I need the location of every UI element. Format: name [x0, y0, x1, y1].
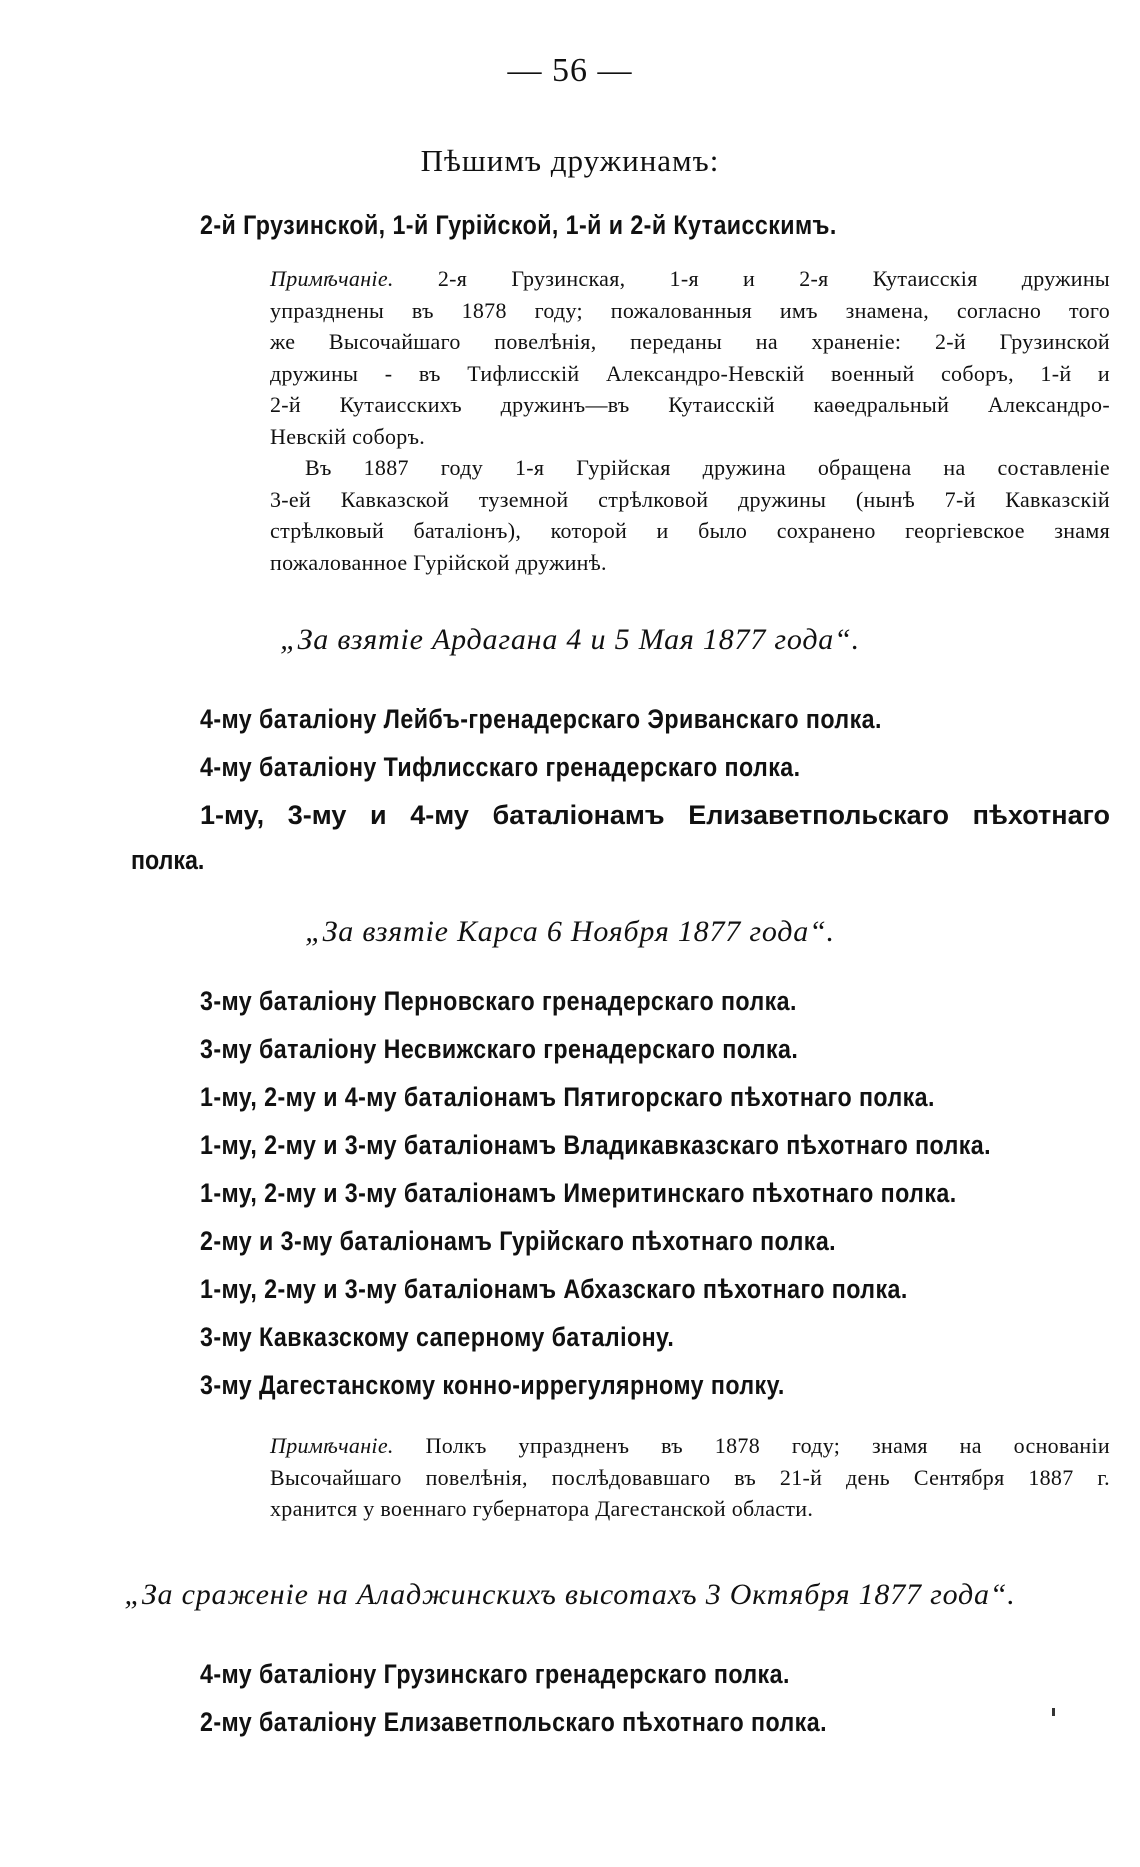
block2-item-2-line2: полка. [131, 845, 205, 875]
block3-note-label: Примѣчаніе. [270, 1433, 394, 1458]
block1-note-line-2: же Высочайшаго повелѣнія, переданы на храненіе: 2-й Грузинской [270, 329, 1110, 354]
block2-item-1: 4-му баталіону Тифлисскаго гренадерскаго полка. [200, 752, 801, 782]
section-title: Пѣшимъ дружинамъ: [420, 143, 720, 178]
block3-item-1: 3-му баталіону Несвижскаго гренадерскаго полка. [200, 1034, 799, 1064]
block3-note-line-1: Высочайшаго повелѣнія, послѣдовавшаго въ 21-й день Сентября 1887 г. [270, 1464, 1110, 1490]
block1-note-line-3: дружины - въ Тифлисскій Александро-Невскій военный соборъ, 1-й и [270, 360, 1110, 386]
block2-heading: „За взятіе Ардагана 4 и 5 Мая 1877 года“. [280, 623, 860, 656]
block1-note [270, 263, 1110, 578]
block3-note-line-2: хранится у военнаго губернатора Дагестанской области. [270, 1496, 814, 1521]
block3-note [270, 1430, 1110, 1525]
block1-note-label: Примѣчаніе. [270, 266, 394, 291]
block1-note-line-1: упразднены въ 1878 году; пожалованныя имъ знамена, согласно того [270, 297, 1110, 323]
block3-item-5: 2-му и 3-му баталіонамъ Гурійскаго пѣхотнаго полка. [200, 1226, 837, 1256]
block4-heading: „За сраженіе на Аладжинскихъ высотахъ 3 Октября 1877 года“. [124, 1578, 1016, 1611]
block2-item-0: 4-му баталіону Лейбъ-гренадерскаго Эриванскаго полка. [200, 704, 882, 734]
block3-item-0: 3-му баталіону Перновскаго гренадерскаго полка. [200, 986, 797, 1016]
block3-item-3: 1-му, 2-му и 3-му баталіонамъ Владикавказскаго пѣхотнаго полка. [200, 1130, 992, 1160]
block1-awardees: 2-й Грузинской, 1-й Гурійской, 1-й и 2-й Кутаисскимъ. [200, 210, 837, 240]
block1-note2-line-3: пожалованное Гурійской дружинѣ. [270, 549, 607, 575]
block4-item-0: 4-му баталіону Грузинскаго гренадерскаго полка. [200, 1659, 790, 1689]
block3-item-7: 3-му Кавказскому саперному баталіону. [200, 1322, 675, 1352]
block1-note-line-0: Примѣчаніе. 2-я Грузинская, 1-я и 2-я Кутаисскія дружины [270, 266, 1110, 291]
block2-item-2-line1: 1-му, 3-му и 4-му баталіонамъ Елизаветпольскаго пѣхотнаго [200, 800, 1110, 830]
block3-item-4: 1-му, 2-му и 3-му баталіонамъ Имеритинскаго пѣхотнаго полка. [200, 1178, 957, 1208]
block1-note2-line-2: стрѣлковый баталіонъ), которой и было сохранено георгіевское знамя [270, 518, 1110, 543]
block1-note-line-5: Невскій соборъ. [270, 423, 426, 449]
block3-note-line-0: Примѣчаніе. Полкъ упраздненъ въ 1878 году; знамя на основаніи [270, 1433, 1110, 1458]
block4-item-1: 2-му баталіону Елизаветпольскаго пѣхотнаго полка. [200, 1707, 827, 1737]
page-number: — 56 — [507, 52, 633, 89]
block3-item-8: 3-му Дагестанскому конно-иррегулярному полку. [200, 1370, 785, 1400]
block1-note2-line-0: Въ 1887 году 1-я Гурійская дружина обращена на составленіе [305, 455, 1110, 480]
block3-item-2: 1-му, 2-му и 4-му баталіонамъ Пятигорскаго пѣхотнаго полка. [200, 1082, 935, 1112]
block3-item-6: 1-му, 2-му и 3-му баталіонамъ Абхазскаго пѣхотнаго полка. [200, 1274, 908, 1304]
block3-heading: „За взятіе Карса 6 Ноября 1877 года“. [305, 915, 835, 948]
block1-note2-line-1: 3-ей Кавказской туземной стрѣлковой дружины (нынѣ 7-й Кавказскій [270, 486, 1110, 512]
print-speck [1052, 1708, 1055, 1716]
block1-note-line-4: 2-й Кутаисскихъ дружинъ—въ Кутаисскій каѳедральный Александро- [270, 392, 1110, 417]
